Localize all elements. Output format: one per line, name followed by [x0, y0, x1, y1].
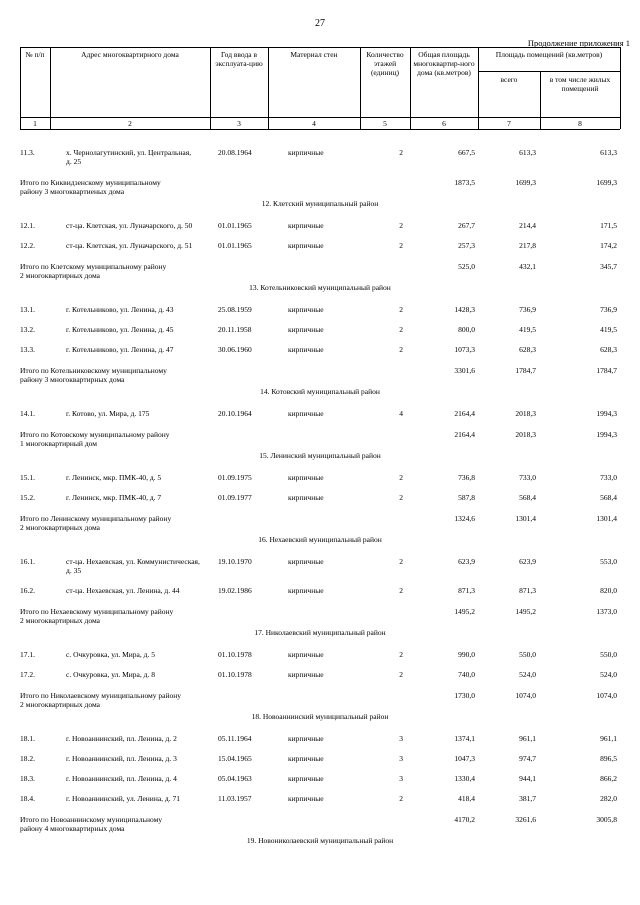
row-year: 25.08.1959: [218, 305, 252, 314]
row-all-area: 733,0: [519, 473, 536, 482]
row-floors: 2: [399, 241, 403, 250]
row-walls: кирпичные: [288, 774, 324, 783]
header-mid-border: [20, 117, 620, 118]
total-label-line: 2 многоквартирных дома: [20, 271, 101, 280]
total-label-line: Итого по Киквидзенскому муниципальному: [20, 178, 161, 187]
total-label-line: району 4 многоквартирных дома: [20, 824, 125, 833]
col-number-7: 7: [507, 119, 511, 128]
row-all-area: 974,7: [519, 754, 536, 763]
row-residential-area: 553,0: [600, 557, 617, 566]
section-title: 18. Новоаннинский муниципальный район: [251, 712, 389, 721]
col-number-1: 1: [33, 119, 37, 128]
total-row: [20, 815, 620, 833]
table-body: [20, 137, 620, 847]
row-walls: кирпичные: [288, 670, 324, 679]
row-total-area: 740,0: [458, 670, 475, 679]
row-year: 11.03.1957: [218, 794, 252, 803]
col-number-2: 2: [128, 119, 132, 128]
row-floors: 2: [399, 670, 403, 679]
row-floors: 3: [399, 754, 403, 763]
row-residential-area: 568,4: [600, 493, 617, 502]
address-line: с. Очкуровка, ул. Мира, д. 8: [66, 670, 155, 679]
row-year: 05.11.1964: [218, 734, 252, 743]
row-number: 13.3.: [20, 345, 35, 354]
row-all-area: 217,8: [519, 241, 536, 250]
row-number: 16.1.: [20, 557, 35, 566]
row-residential-area: 1074,0: [596, 691, 617, 700]
row-year: 20.08.1964: [218, 148, 252, 157]
row-floors: 2: [399, 148, 403, 157]
address-line: х. Чернолагутинский, ул. Центральная,: [66, 148, 192, 157]
row-floors: 2: [399, 794, 403, 803]
row-total-area: 871,3: [458, 586, 475, 595]
col-number-8: 8: [578, 119, 582, 128]
row-year: 20.11.1958: [218, 325, 252, 334]
total-label: [20, 178, 250, 196]
row-all-area: 1495,2: [515, 607, 536, 616]
total-label-line: Итого по Котовскому муниципальному району: [20, 430, 170, 439]
row-total-area: 736,8: [458, 473, 475, 482]
total-label-line: Итого по Новоаннинскому муниципальному: [20, 815, 163, 824]
address-line: г. Ленинск, мкр. ПМК-40, д. 7: [66, 493, 162, 502]
address-line: г. Котельниково, ул. Ленина, д. 45: [66, 325, 174, 334]
section-title: 13. Котельниковский муниципальный район: [249, 283, 391, 292]
col-border: [620, 47, 621, 129]
row-address: [66, 794, 216, 803]
row-total-area: 2164,4: [454, 409, 475, 418]
row-walls: кирпичные: [288, 241, 324, 250]
row-floors: 2: [399, 650, 403, 659]
row-address: [66, 734, 216, 743]
row-number: 17.1.: [20, 650, 35, 659]
address-line: д. 35: [66, 566, 82, 575]
section-title: 15. Ленинский муниципальный район: [259, 451, 381, 460]
row-walls: кирпичные: [288, 794, 324, 803]
row-residential-area: 1699,3: [596, 178, 617, 187]
row-total-area: 418,4: [458, 794, 475, 803]
row-all-area: 2018,3: [515, 409, 536, 418]
row-total-area: 4170,2: [454, 815, 475, 824]
row-total-area: 1495,2: [454, 607, 475, 616]
table-row: [20, 774, 620, 783]
total-row: [20, 430, 620, 448]
col-border: [410, 47, 411, 129]
header-floors: Количество этажей (единиц): [366, 50, 404, 77]
table-row: [20, 557, 620, 575]
row-all-area: 550,0: [519, 650, 536, 659]
total-label-line: 2 многоквартирных дома: [20, 523, 101, 532]
total-label: [20, 366, 250, 384]
row-total-area: 1428,3: [454, 305, 475, 314]
section-title: 17. Николаевский муниципальный район: [254, 628, 386, 637]
section-title: 19. Новониколаевский муниципальный район: [246, 836, 394, 845]
row-all-area: 3261,6: [515, 815, 536, 824]
total-label-line: Итого по Ленинскому муниципальному району: [20, 514, 172, 523]
table-row: [20, 734, 620, 743]
header-year: Год ввода в эксплуата-цию: [215, 50, 263, 68]
table-row: [20, 670, 620, 679]
row-residential-area: 896,5: [600, 754, 617, 763]
total-label: [20, 262, 250, 280]
row-floors: 2: [399, 305, 403, 314]
row-residential-area: 1994,3: [596, 430, 617, 439]
header-subgroup-border: [478, 71, 620, 72]
row-year: 01.01.1965: [218, 221, 252, 230]
total-label-line: Итого по Нехаевскому муниципальному району: [20, 607, 174, 616]
header-all: всего: [500, 75, 518, 84]
row-all-area: 623,9: [519, 557, 536, 566]
col-number-5: 5: [383, 119, 387, 128]
row-residential-area: 1301,4: [596, 514, 617, 523]
row-residential-area: 736,9: [600, 305, 617, 314]
row-number: 13.2.: [20, 325, 35, 334]
section-title: 12. Клетский муниципальный район: [261, 199, 379, 208]
col-border: [50, 47, 51, 129]
row-total-area: 525,0: [458, 262, 475, 271]
table-row: [20, 305, 620, 314]
row-residential-area: 345,7: [600, 262, 617, 271]
row-walls: кирпичные: [288, 557, 324, 566]
row-total-area: 800,0: [458, 325, 475, 334]
row-number: 11.3.: [20, 148, 35, 157]
address-line: г. Котово, ул. Мира, д. 175: [66, 409, 150, 418]
row-all-area: 1074,0: [515, 691, 536, 700]
row-total-area: 667,5: [458, 148, 475, 157]
header-rooms-area: Площадь помещений (кв.метров): [495, 50, 603, 59]
col-number-4: 4: [312, 119, 316, 128]
row-year: 20.10.1964: [218, 409, 252, 418]
row-address: [66, 493, 216, 502]
row-residential-area: 550,0: [600, 650, 617, 659]
row-number: 14.1.: [20, 409, 35, 418]
row-floors: 2: [399, 493, 403, 502]
total-label-line: 1 многоквартирный дом: [20, 439, 97, 448]
row-floors: 2: [399, 473, 403, 482]
row-number: 18.4.: [20, 794, 35, 803]
section-title: 16. Нехаевский муниципальный район: [258, 535, 382, 544]
total-label-line: Итого по Клетскому муниципальному району: [20, 262, 167, 271]
table-row: [20, 325, 620, 334]
row-total-area: 1073,3: [454, 345, 475, 354]
row-all-area: 613,3: [519, 148, 536, 157]
row-all-area: 628,3: [519, 345, 536, 354]
row-address: [66, 305, 216, 314]
row-number: 12.1.: [20, 221, 35, 230]
row-year: 01.09.1975: [218, 473, 252, 482]
row-year: 01.10.1978: [218, 670, 252, 679]
row-number: 18.1.: [20, 734, 35, 743]
row-number: 18.2.: [20, 754, 35, 763]
row-address: [66, 473, 216, 482]
row-address: [66, 325, 216, 334]
table-header: [20, 47, 620, 137]
row-all-area: 524,0: [519, 670, 536, 679]
header-address: Адрес многоквартирного дома: [81, 50, 179, 59]
row-total-area: 1730,0: [454, 691, 475, 700]
address-line: г. Новоаннинский, пл. Ленина, д. 4: [66, 774, 177, 783]
row-floors: 2: [399, 221, 403, 230]
row-total-area: 623,9: [458, 557, 475, 566]
row-walls: кирпичные: [288, 734, 324, 743]
row-floors: 2: [399, 345, 403, 354]
address-line: ст-ца. Клетская, ул. Луначарского, д. 50: [66, 221, 193, 230]
row-all-area: 419,5: [519, 325, 536, 334]
total-row: [20, 262, 620, 280]
total-row: [20, 607, 620, 625]
table-row: [20, 241, 620, 250]
total-label: [20, 514, 250, 532]
address-line: г. Новоаннинский, пл. Ленина, д. 3: [66, 754, 177, 763]
row-residential-area: 419,5: [600, 325, 617, 334]
row-number: 16.2.: [20, 586, 35, 595]
row-floors: 2: [399, 586, 403, 595]
row-walls: кирпичные: [288, 148, 324, 157]
row-all-area: 736,9: [519, 305, 536, 314]
row-residential-area: 282,0: [600, 794, 617, 803]
header-walls: Материал стен: [290, 50, 338, 59]
address-line: г. Новоаннинский, пл. Ленина, д. 2: [66, 734, 177, 743]
row-all-area: 568,4: [519, 493, 536, 502]
row-walls: кирпичные: [288, 221, 324, 230]
row-address: [66, 557, 216, 575]
total-label: [20, 430, 250, 448]
table-row: [20, 221, 620, 230]
row-year: 01.09.1977: [218, 493, 252, 502]
address-line: ст-ца. Нехаевская, ул. Ленина, д. 44: [66, 586, 180, 595]
row-residential-area: 171,5: [600, 221, 617, 230]
address-line: ст-ца. Нехаевская, ул. Коммунистическая,: [66, 557, 200, 566]
page-number: 27: [315, 18, 325, 29]
section-title: 14. Котовский муниципальный район: [260, 387, 380, 396]
row-floors: 2: [399, 325, 403, 334]
table-row: [20, 794, 620, 803]
row-year: 15.04.1965: [218, 754, 252, 763]
row-total-area: 1047,3: [454, 754, 475, 763]
row-all-area: 381,7: [519, 794, 536, 803]
row-walls: кирпичные: [288, 305, 324, 314]
address-line: г. Новоаннинский, ул. Ленина, д. 71: [66, 794, 180, 803]
row-address: [66, 221, 216, 230]
row-total-area: 2164,4: [454, 430, 475, 439]
col-border: [210, 47, 211, 129]
table-row: [20, 409, 620, 418]
col-border: [268, 47, 269, 129]
table-row: [20, 345, 620, 354]
row-total-area: 587,8: [458, 493, 475, 502]
row-total-area: 267,7: [458, 221, 475, 230]
address-line: г. Котельниково, ул. Ленина, д. 47: [66, 345, 174, 354]
row-floors: 3: [399, 774, 403, 783]
row-walls: кирпичные: [288, 325, 324, 334]
header-bottom-border: [20, 129, 620, 130]
row-total-area: 1873,5: [454, 178, 475, 187]
row-all-area: 944,1: [519, 774, 536, 783]
header-total-area: Общая площадь многоквартир-ного дома (кв.метров): [413, 50, 475, 77]
total-label-line: Итого по Котельниковскому муниципальному: [20, 366, 167, 375]
address-line: г. Котельниково, ул. Ленина, д. 43: [66, 305, 174, 314]
row-walls: кирпичные: [288, 586, 324, 595]
row-number: 17.2.: [20, 670, 35, 679]
row-address: [66, 670, 216, 679]
address-line: ст-ца. Клетская, ул. Луначарского, д. 51: [66, 241, 193, 250]
total-label: [20, 691, 250, 709]
row-residential-area: 961,1: [600, 734, 617, 743]
address-line: д. 25: [66, 157, 82, 166]
row-number: 15.2.: [20, 493, 35, 502]
row-number: 18.3.: [20, 774, 35, 783]
total-row: [20, 691, 620, 709]
table-row: [20, 650, 620, 659]
row-walls: кирпичные: [288, 754, 324, 763]
row-residential-area: 1373,0: [596, 607, 617, 616]
row-floors: 4: [399, 409, 403, 418]
row-total-area: 1324,6: [454, 514, 475, 523]
row-all-area: 1301,4: [515, 514, 536, 523]
header-top-border: [20, 47, 620, 48]
row-all-area: 2018,3: [515, 430, 536, 439]
total-label-line: 2 многоквартирных дома: [20, 700, 101, 709]
row-total-area: 1374,1: [454, 734, 475, 743]
col-border: [478, 47, 479, 129]
row-total-area: 3301,6: [454, 366, 475, 375]
header-num: № п/п: [25, 50, 45, 59]
row-year: 05.04.1963: [218, 774, 252, 783]
table-row: [20, 586, 620, 595]
total-row: [20, 178, 620, 196]
total-row: [20, 514, 620, 532]
row-address: [66, 241, 216, 250]
row-year: 01.10.1978: [218, 650, 252, 659]
row-walls: кирпичные: [288, 493, 324, 502]
table-row: [20, 148, 620, 166]
row-number: 12.2.: [20, 241, 35, 250]
table-row: [20, 473, 620, 482]
row-residential-area: 1784,7: [596, 366, 617, 375]
row-all-area: 1784,7: [515, 366, 536, 375]
row-year: 19.02.1986: [218, 586, 252, 595]
row-floors: 3: [399, 734, 403, 743]
total-label-line: району 3 многоквартирных дома: [20, 375, 125, 384]
row-total-area: 1330,4: [454, 774, 475, 783]
row-number: 15.1.: [20, 473, 35, 482]
row-all-area: 214,4: [519, 221, 536, 230]
row-residential-area: 3005,8: [596, 815, 617, 824]
row-residential-area: 866,2: [600, 774, 617, 783]
row-residential-area: 628,3: [600, 345, 617, 354]
row-address: [66, 774, 216, 783]
row-address: [66, 148, 216, 166]
total-label-line: району 3 многоквартиеных дома: [20, 187, 125, 196]
row-year: 19.10.1970: [218, 557, 252, 566]
continuation-label: Продолжение приложения 1: [527, 38, 630, 48]
total-row: [20, 366, 620, 384]
total-label: [20, 607, 250, 625]
col-border: [20, 47, 21, 129]
row-total-area: 990,0: [458, 650, 475, 659]
row-all-area: 961,1: [519, 734, 536, 743]
row-walls: кирпичные: [288, 650, 324, 659]
row-all-area: 1699,3: [515, 178, 536, 187]
row-year: 01.01.1965: [218, 241, 252, 250]
col-number-3: 3: [237, 119, 241, 128]
row-address: [66, 754, 216, 763]
row-residential-area: 820,0: [600, 586, 617, 595]
table-row: [20, 493, 620, 502]
row-total-area: 257,3: [458, 241, 475, 250]
row-residential-area: 613,3: [600, 148, 617, 157]
col-number-6: 6: [442, 119, 446, 128]
total-label-line: 2 многоквартирных дома: [20, 616, 101, 625]
table-row: [20, 754, 620, 763]
row-address: [66, 345, 216, 354]
address-line: с. Очкуровка, ул. Мира, д. 5: [66, 650, 155, 659]
row-address: [66, 650, 216, 659]
col-border: [360, 47, 361, 129]
row-residential-area: 174,2: [600, 241, 617, 250]
row-residential-area: 524,0: [600, 670, 617, 679]
row-residential-area: 1994,3: [596, 409, 617, 418]
row-year: 30.06.1960: [218, 345, 252, 354]
header-residential: в том числе жилых помещений: [549, 75, 611, 93]
row-address: [66, 586, 216, 595]
row-all-area: 432,1: [519, 262, 536, 271]
row-walls: кирпичные: [288, 345, 324, 354]
row-floors: 2: [399, 557, 403, 566]
row-walls: кирпичные: [288, 409, 324, 418]
row-address: [66, 409, 216, 418]
total-label-line: Итого по Николаевскому муниципальному району: [20, 691, 182, 700]
row-walls: кирпичные: [288, 473, 324, 482]
row-residential-area: 733,0: [600, 473, 617, 482]
address-line: г. Ленинск, мкр. ПМК-40, д. 5: [66, 473, 162, 482]
total-label: [20, 815, 250, 833]
row-number: 13.1.: [20, 305, 35, 314]
row-all-area: 871,3: [519, 586, 536, 595]
